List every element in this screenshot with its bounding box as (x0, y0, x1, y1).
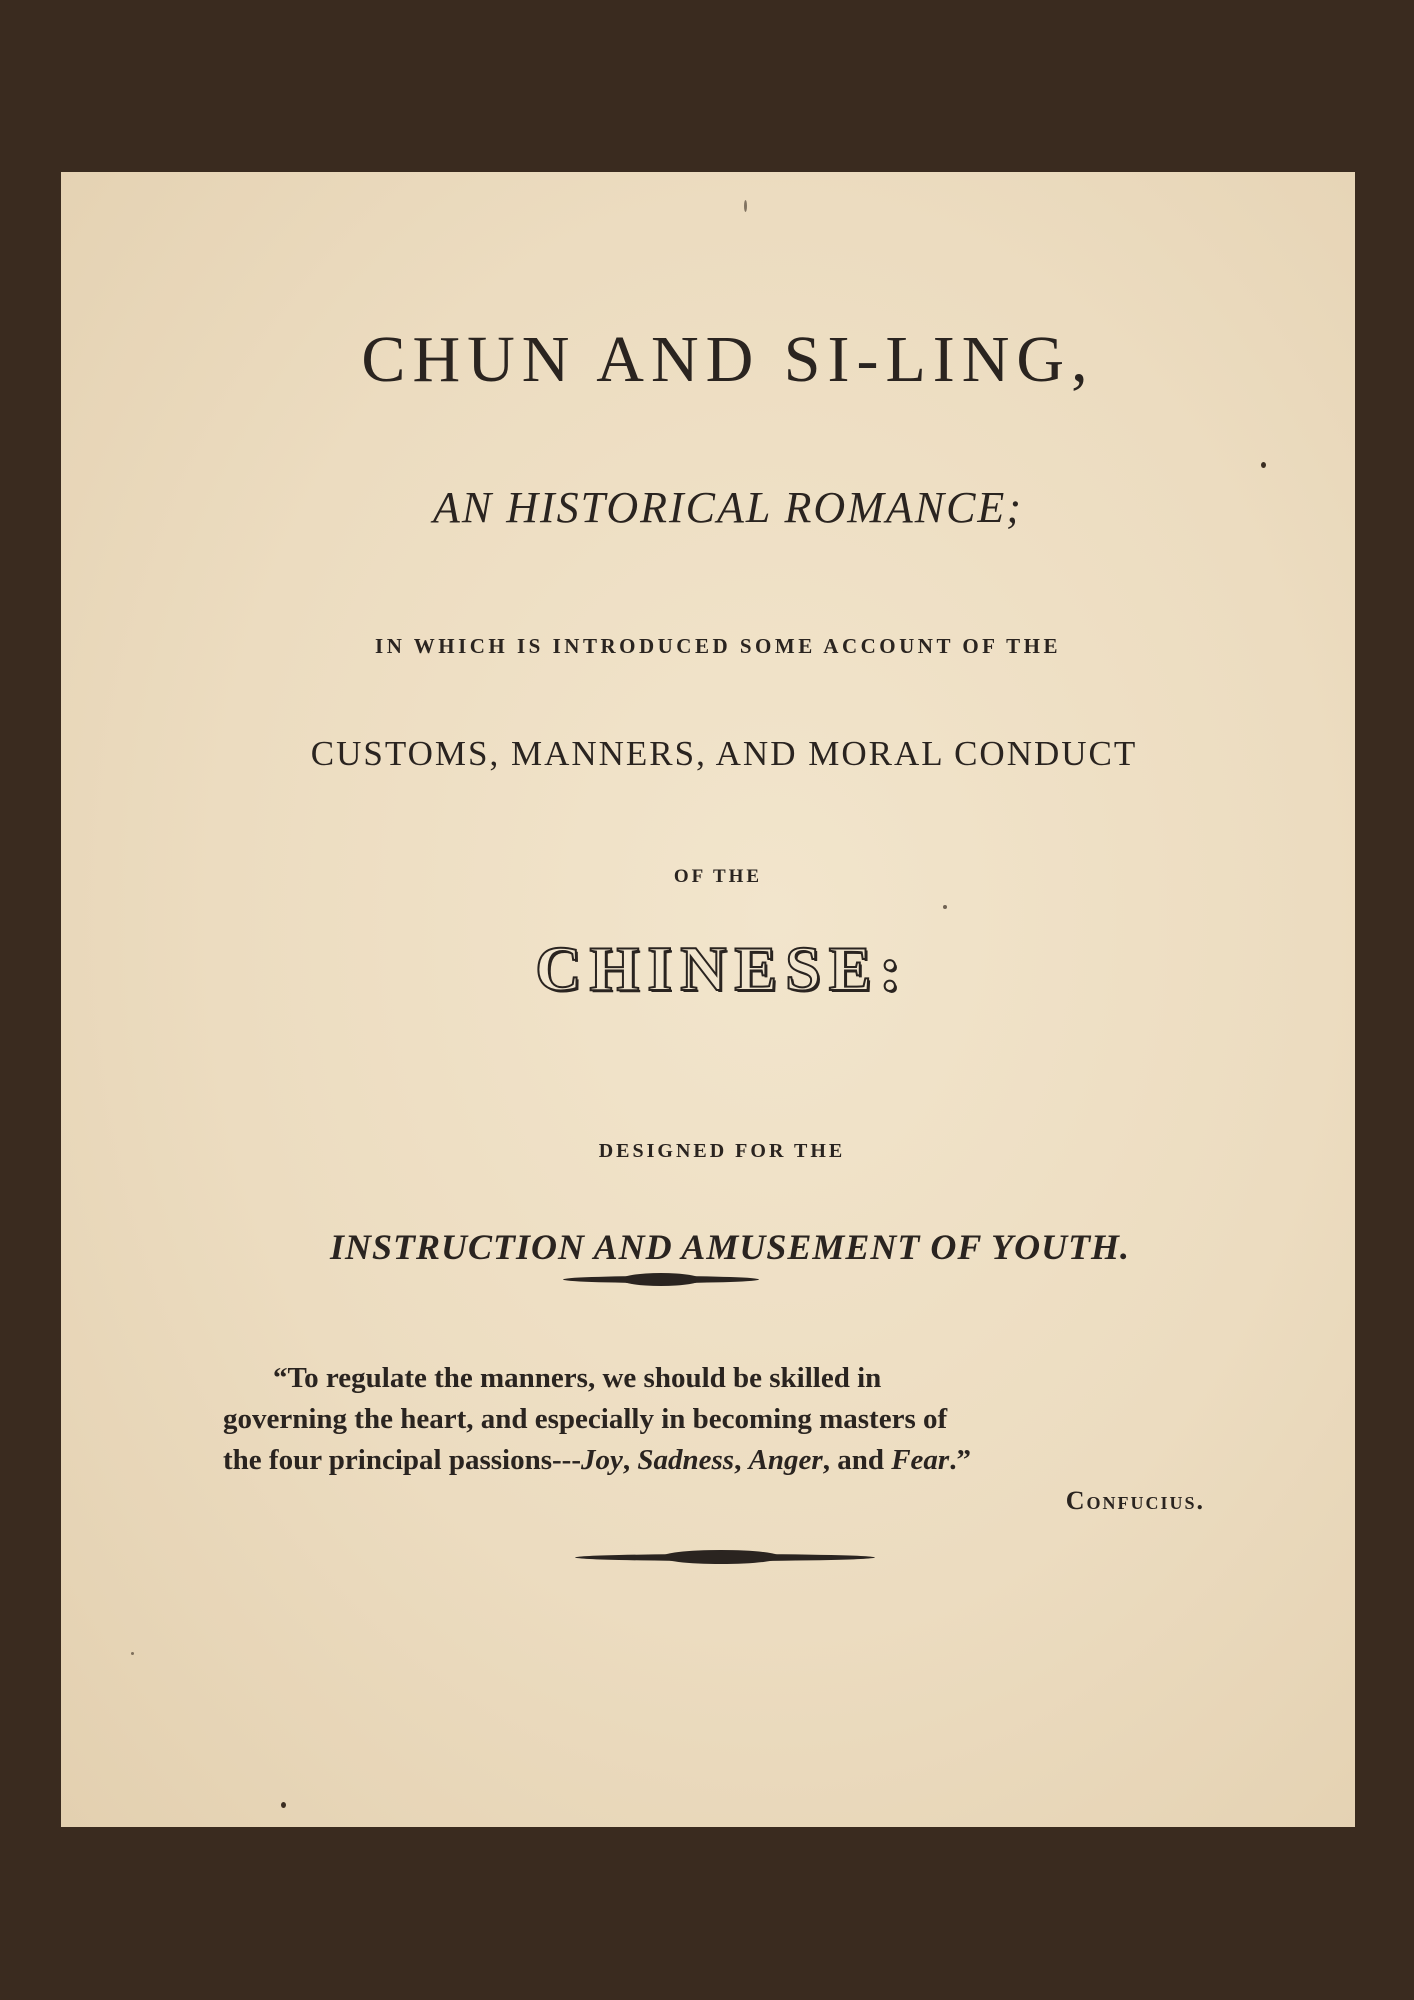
quote-line-1: “To regulate the manners, we should be skilled in (273, 1362, 882, 1394)
customs-line: CUSTOMS, MANNERS, AND MORAL CONDUCT (310, 734, 1138, 773)
quote-line-2: governing the heart, and especially in becoming masters of (223, 1403, 948, 1435)
quote-sep-2: , (734, 1444, 749, 1476)
quote-anger: Anger (748, 1444, 823, 1476)
quote-line-3 (223, 1440, 1163, 1481)
intro-line: IN WHICH IS INTRODUCED SOME ACCOUNT OF THE (375, 634, 1061, 658)
quote-sadness: Sadness (637, 1444, 735, 1476)
designed-line: DESIGNED FOR THE (598, 1140, 846, 1162)
of-the-line: OF THE (673, 866, 763, 887)
quote-fear: Fear (891, 1444, 950, 1476)
quote-sep-1: , (622, 1444, 638, 1476)
quote-attribution: Confucius. (1065, 1486, 1205, 1515)
paper-speck (744, 200, 747, 212)
paper-speck (1261, 462, 1266, 468)
quote-close: .” (949, 1444, 971, 1476)
paper-speck (281, 1802, 286, 1808)
epigraph-quote (223, 1358, 1163, 1481)
paper-speck (131, 1652, 134, 1655)
ornamental-rule-bottom-center (661, 1550, 781, 1564)
quote-sep-3: , and (822, 1444, 892, 1476)
title-page (61, 172, 1355, 1827)
ornamental-rule-top-center (621, 1273, 701, 1286)
quote-line-3-prefix: the four principal passions--- (223, 1444, 581, 1476)
book-title: CHUN AND SI-LING, (361, 323, 1095, 396)
book-subtitle: AN HISTORICAL ROMANCE; (433, 483, 1023, 532)
instruction-line: INSTRUCTION AND AMUSEMENT OF YOUTH. (329, 1227, 1131, 1267)
quote-joy: Joy (580, 1444, 623, 1476)
paper-speck (943, 905, 947, 909)
chinese-heading: CHINESE: (535, 933, 909, 1004)
